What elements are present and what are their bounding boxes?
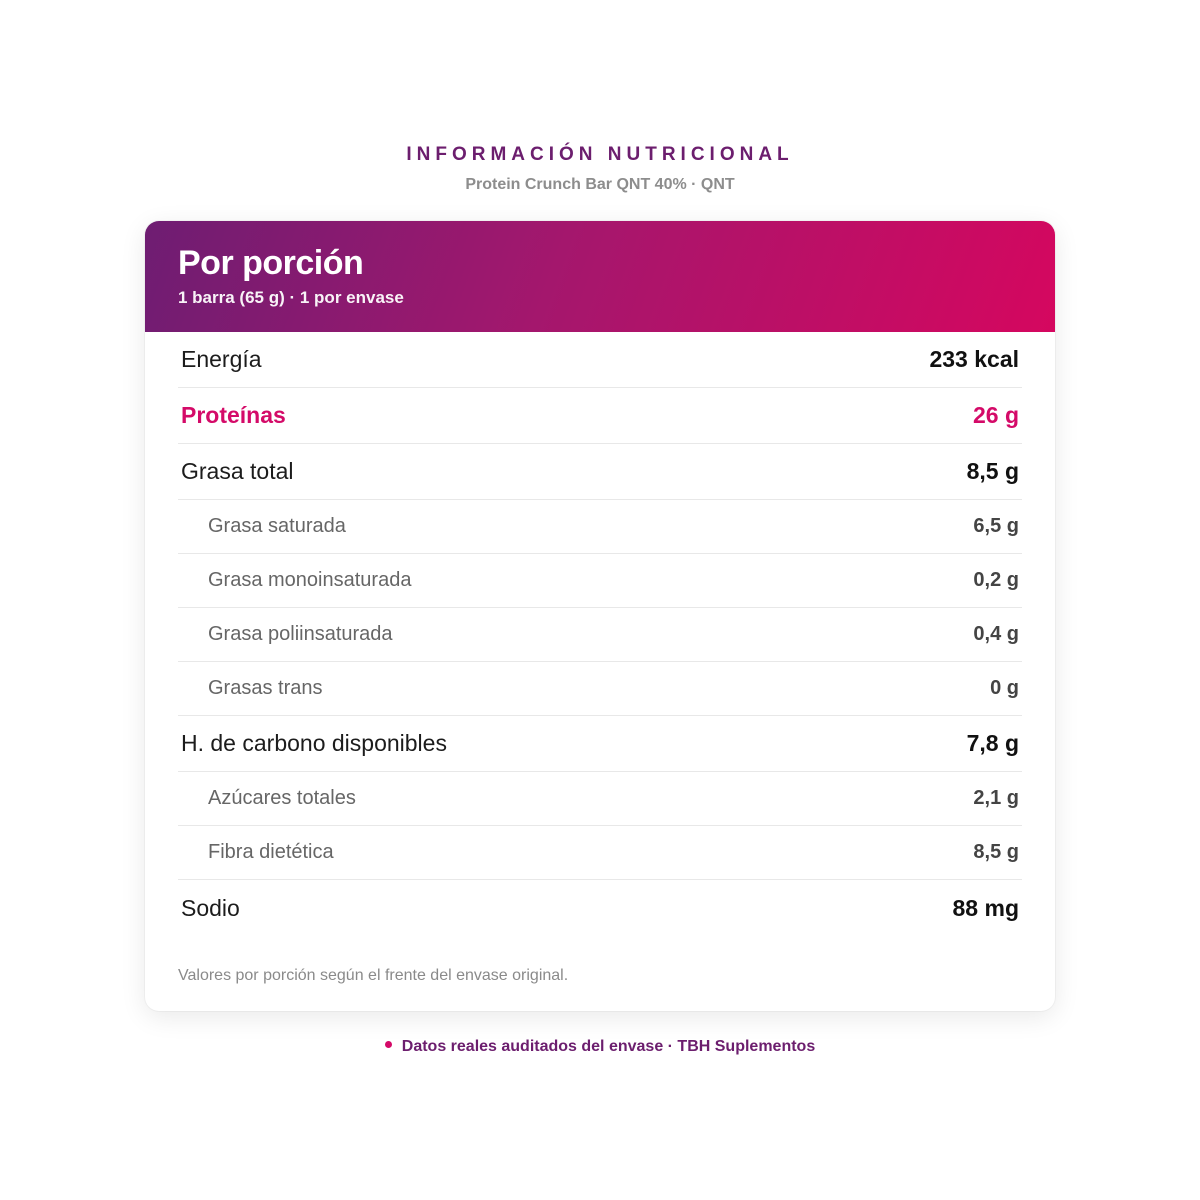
- nutrient-row-monounsaturated-fat: [178, 554, 1022, 608]
- card-header: [145, 221, 1055, 332]
- nutrient-row-sodium: [178, 880, 1022, 936]
- nutrition-card: [145, 221, 1055, 1011]
- nutrient-value: 88 mg: [952, 894, 1019, 921]
- nutrient-row-polyunsaturated-fat: [178, 608, 1022, 662]
- nutrient-label: Sodio: [181, 894, 240, 921]
- product-subtitle: Protein Crunch Bar QNT 40% · QNT: [465, 176, 735, 193]
- nutrient-label: Grasa monoinsaturada: [208, 569, 412, 591]
- nutrient-value: 233 kcal: [929, 346, 1019, 372]
- nutrient-row-protein: [178, 388, 1022, 444]
- nutrient-value: 7,8 g: [966, 730, 1019, 756]
- bullet-dot-icon: [385, 1041, 392, 1048]
- nutrient-label: Energía: [181, 346, 262, 372]
- nutrient-value: 2,1 g: [973, 787, 1019, 809]
- nutrient-label: Grasa total: [181, 458, 294, 484]
- nutrient-row-fiber: [178, 826, 1022, 880]
- nutrient-value: 8,5 g: [966, 458, 1019, 484]
- nutrient-row-energy: [178, 332, 1022, 388]
- footnote: Valores por porción según el frente del envase original.: [178, 967, 569, 984]
- nutrient-label: Fibra dietética: [208, 841, 334, 863]
- nutrient-label: Grasas trans: [208, 677, 323, 699]
- nutrient-label: Proteínas: [181, 402, 286, 428]
- nutrient-label: Azúcares totales: [208, 787, 356, 809]
- nutrient-value: 8,5 g: [973, 841, 1019, 863]
- nutrient-row-carbohydrates: [178, 716, 1022, 772]
- nutrient-value: 0 g: [990, 677, 1019, 699]
- nutrient-value: 6,5 g: [973, 515, 1019, 537]
- nutrient-row-total-fat: [178, 444, 1022, 500]
- nutrient-label: Grasa poliinsaturada: [208, 623, 393, 645]
- nutrition-table: [178, 332, 1022, 936]
- serving-size: 1 barra (65 g) · 1 por envase: [178, 288, 404, 307]
- nutrient-row-saturated-fat: [178, 500, 1022, 554]
- section-kicker: INFORMACIÓN NUTRICIONAL: [406, 144, 794, 165]
- source-text: Datos reales auditados del envase · TBH Suplementos: [401, 1038, 816, 1055]
- nutrient-row-sugars: [178, 772, 1022, 826]
- nutrient-value: 26 g: [972, 402, 1019, 428]
- card-title: Por porción: [178, 244, 364, 282]
- source-footer: [0, 1038, 1200, 1056]
- nutrient-row-trans-fat: [178, 662, 1022, 716]
- nutrient-label: H. de carbono disponibles: [181, 730, 447, 756]
- nutrient-value: 0,4 g: [973, 623, 1019, 645]
- nutrient-label: Grasa saturada: [208, 515, 346, 537]
- nutrient-value: 0,2 g: [973, 569, 1019, 591]
